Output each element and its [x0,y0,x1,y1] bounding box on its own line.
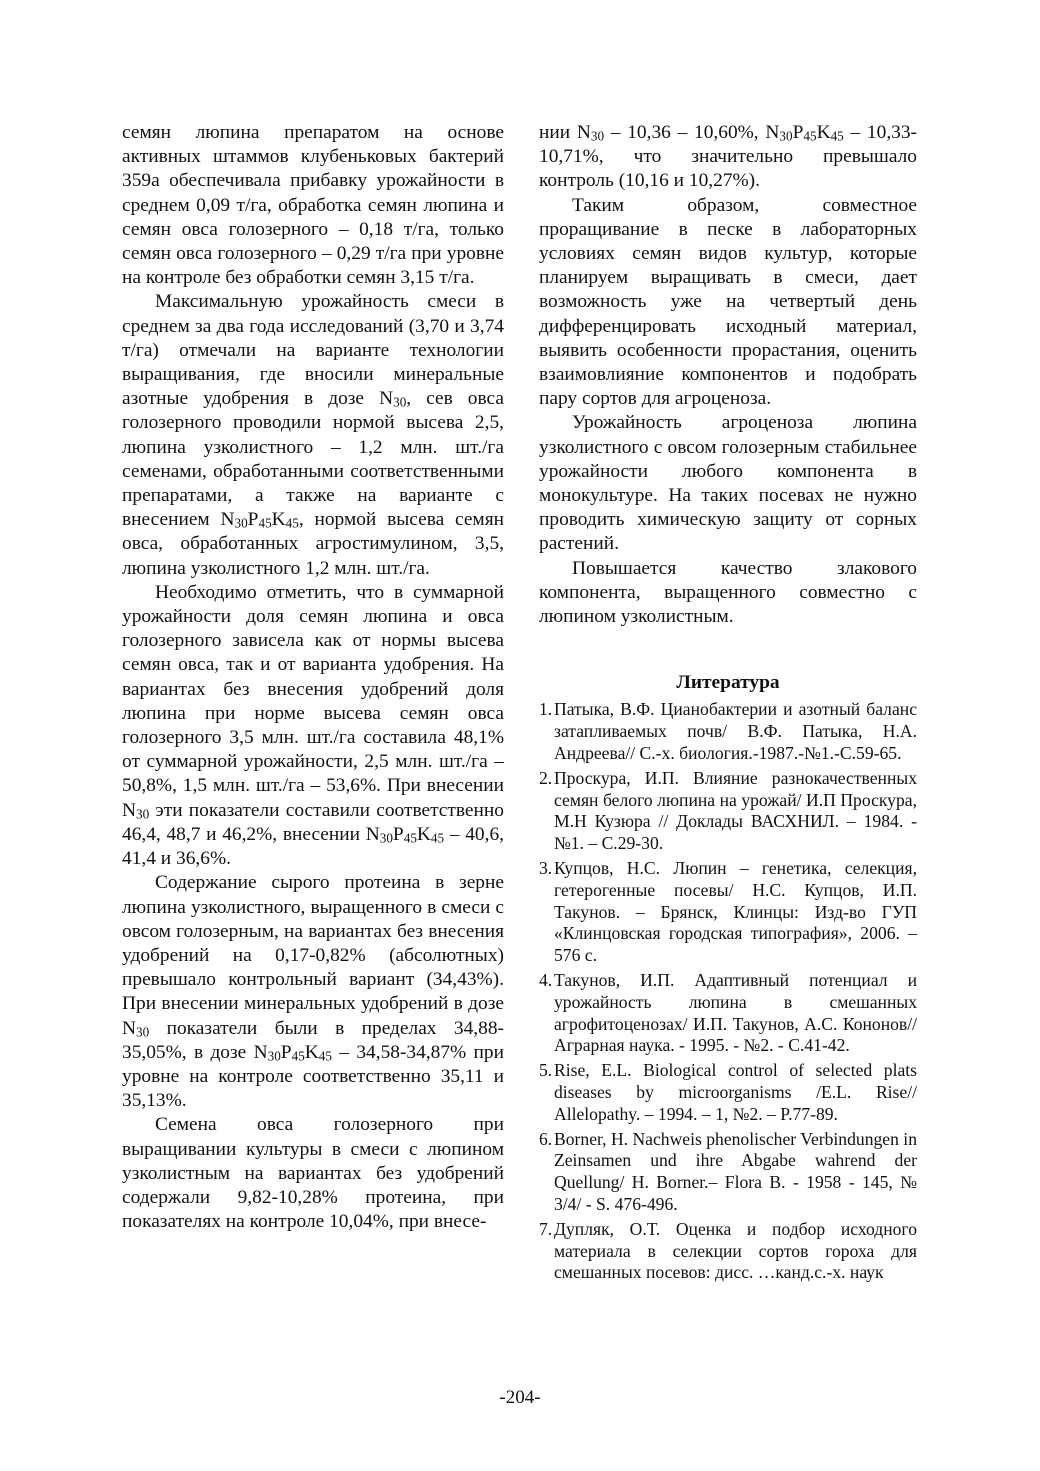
paragraph: Таким образом, совместное проращивание в песке в лабораторных условиях семян видов культур, которые планируем выращивать в смеси, дает возможность уже на четвертый день дифференцировать исходный материал, выявить особенности прорастания, оценить взаимовлияние компонентов и подобрать пару сортов для агроценоза. [539,194,917,410]
paragraph: Максимальную урожайность смеси в среднем за два года исследований (3,70 и 3,74 т/га) отмечали на варианте технологии выращивания, где вносили минеральные азотные удобрения в дозе $N_{30}$, сев овса голозерного проводили нормой высева 2,5, люпина узколистного – 1,2 млн. шт./га семенами, обработанными соответственными препаратами, а также на варианте с внесением $N_{30}P_{45}K_{45}$, нормой высева семян овса, обработанных агростимулином, 3,5, люпина узколистного 1,2 млн. шт./га. [122,291,504,579]
paragraph: Семена овса голозерного при выращивании культуры в смеси с люпином узколистным на вариантах без удобрений содержали 9,82-10,28% протеина, при показателях на контроле 10,04%, при внесе- [122,1114,504,1233]
paragraph: Содержание сырого протеина в зерне люпина узколистного, выращенного в смеси с овсом голозерным, на вариантах без внесения удобрений на 0,17-0,82% (абсолютных) превышало контрольный вариант (34,43%). При внесении минеральных удобрений в дозе $N_{30}$ показатели были в пределах 34,88-35,05%, в дозе $N_{30}P_{45}K_{45} - 34,58-34,87\%$ при уровне на контроле соответственно 35,11 и 35,13%. [122,872,504,1112]
page-number: -204- [499,1387,541,1408]
paragraph: Необходимо отметить, что в суммарной урожайности доля семян люпина и овса голозерного зависела как от нормы высева семян овса, так и от варианта удобрения. На вариантах без внесения удобрений доля люпина при норме высева семян овса голозерного 3,5 млн. шт./га составила 48,1% от суммарной урожайности, 2,5 млн. шт./га – 50,8%, 1,5 млн. шт./га – 53,6%. При внесении $N_{30}$ эти показатели составили соответственно 46,4, 48,7 и 46,2%, внесении $N_{30}P_{45}K_{45} - 40,6$, 41,4 и 36,6%. [122,581,504,870]
references-title: Литература [676,672,780,694]
reference-item: 5. Rise, E.L. Biological control of selected plats diseases by microorganisms /E.L. Rise// Allelopathy. – 1994. – 1, №2. – P.77-89. [539,1060,917,1124]
reference-item: 4. Такунов, И.П. Адаптивный потенциал и урожайность люпина в смешанных агрофитоценозах/ И.П. Такунов, А.С. Кононов// Аграрная наука. - 1995. - №2. - С.41-42. [539,970,917,1056]
reference-item: 3. Купцов, Н.С. Люпин – генетика, селекция, гетерогенные посевы/ Н.С. Купцов, И.П. Такунов. – Брянск, Клинцы: Изд-во ГУП «Клинцовская городская типография», 2006. – 576 с. [539,858,917,966]
reference-item: 6. Borner, H. Nachweis phenolischer Verbindungen in Zeinsamen und ihre Abgabe wahrend der Quellung/ H. Borner.– Flora B. - 1958 - 145, № 3/4/ - S. 476-496. [539,1128,917,1214]
reference-item: 7. Дупляк, О.Т. Оценка и подбор исходного материала в селекции сортов гороха для смешанных посевов: дисс. …канд.с.-х. наук [539,1218,917,1283]
reference-item: 1. Патыка, В.Ф. Цианобактерии и азотный баланс затапливаемых почв/ В.Ф. Патыка, Н.А. Андреева// С.-х. биология.-1987.-№1.-С.59-65. [539,699,917,764]
left-column [122,121,504,1234]
reference-item: 2. Проскура, И.П. Влияние разнокачественных семян белого люпина на урожай/ И.П Проскура, М.Н Кузюра // Доклады ВАСХНИЛ. – 1984. - №1. – С.29-30. [539,767,917,854]
paragraph: Повышается качество злакового компонента, выращенного совместно с люпином узколистным. [539,557,917,628]
paragraph: семян люпина препаратом на основе активных штаммов клубеньковых бактерий 359а обеспечивала прибавку урожайности в среднем 0,09 т/га, обработка семян люпина и семян овса голозерного – 0,18 т/га, только семян овса голозерного – 0,29 т/га при уровне на контроле без обработки семян 3,15 т/га. [122,122,504,289]
paragraph: нии $N_{30} - 10,36 - 10,60\%$, $N_{30}P_{45}K_{45} - 10,33-10,71\%$, что значительно превышало контроль (10,16 и 10,27%). [539,122,918,192]
references-list [539,699,917,1284]
right-column [539,121,917,1287]
paragraph: Урожайность агроценоза люпина узколистного с овсом голозерным стабильнее урожайности любого компонента в монокультуре. На таких посевах не нужно проводить химическую защиту от сорных растений. [539,412,917,555]
